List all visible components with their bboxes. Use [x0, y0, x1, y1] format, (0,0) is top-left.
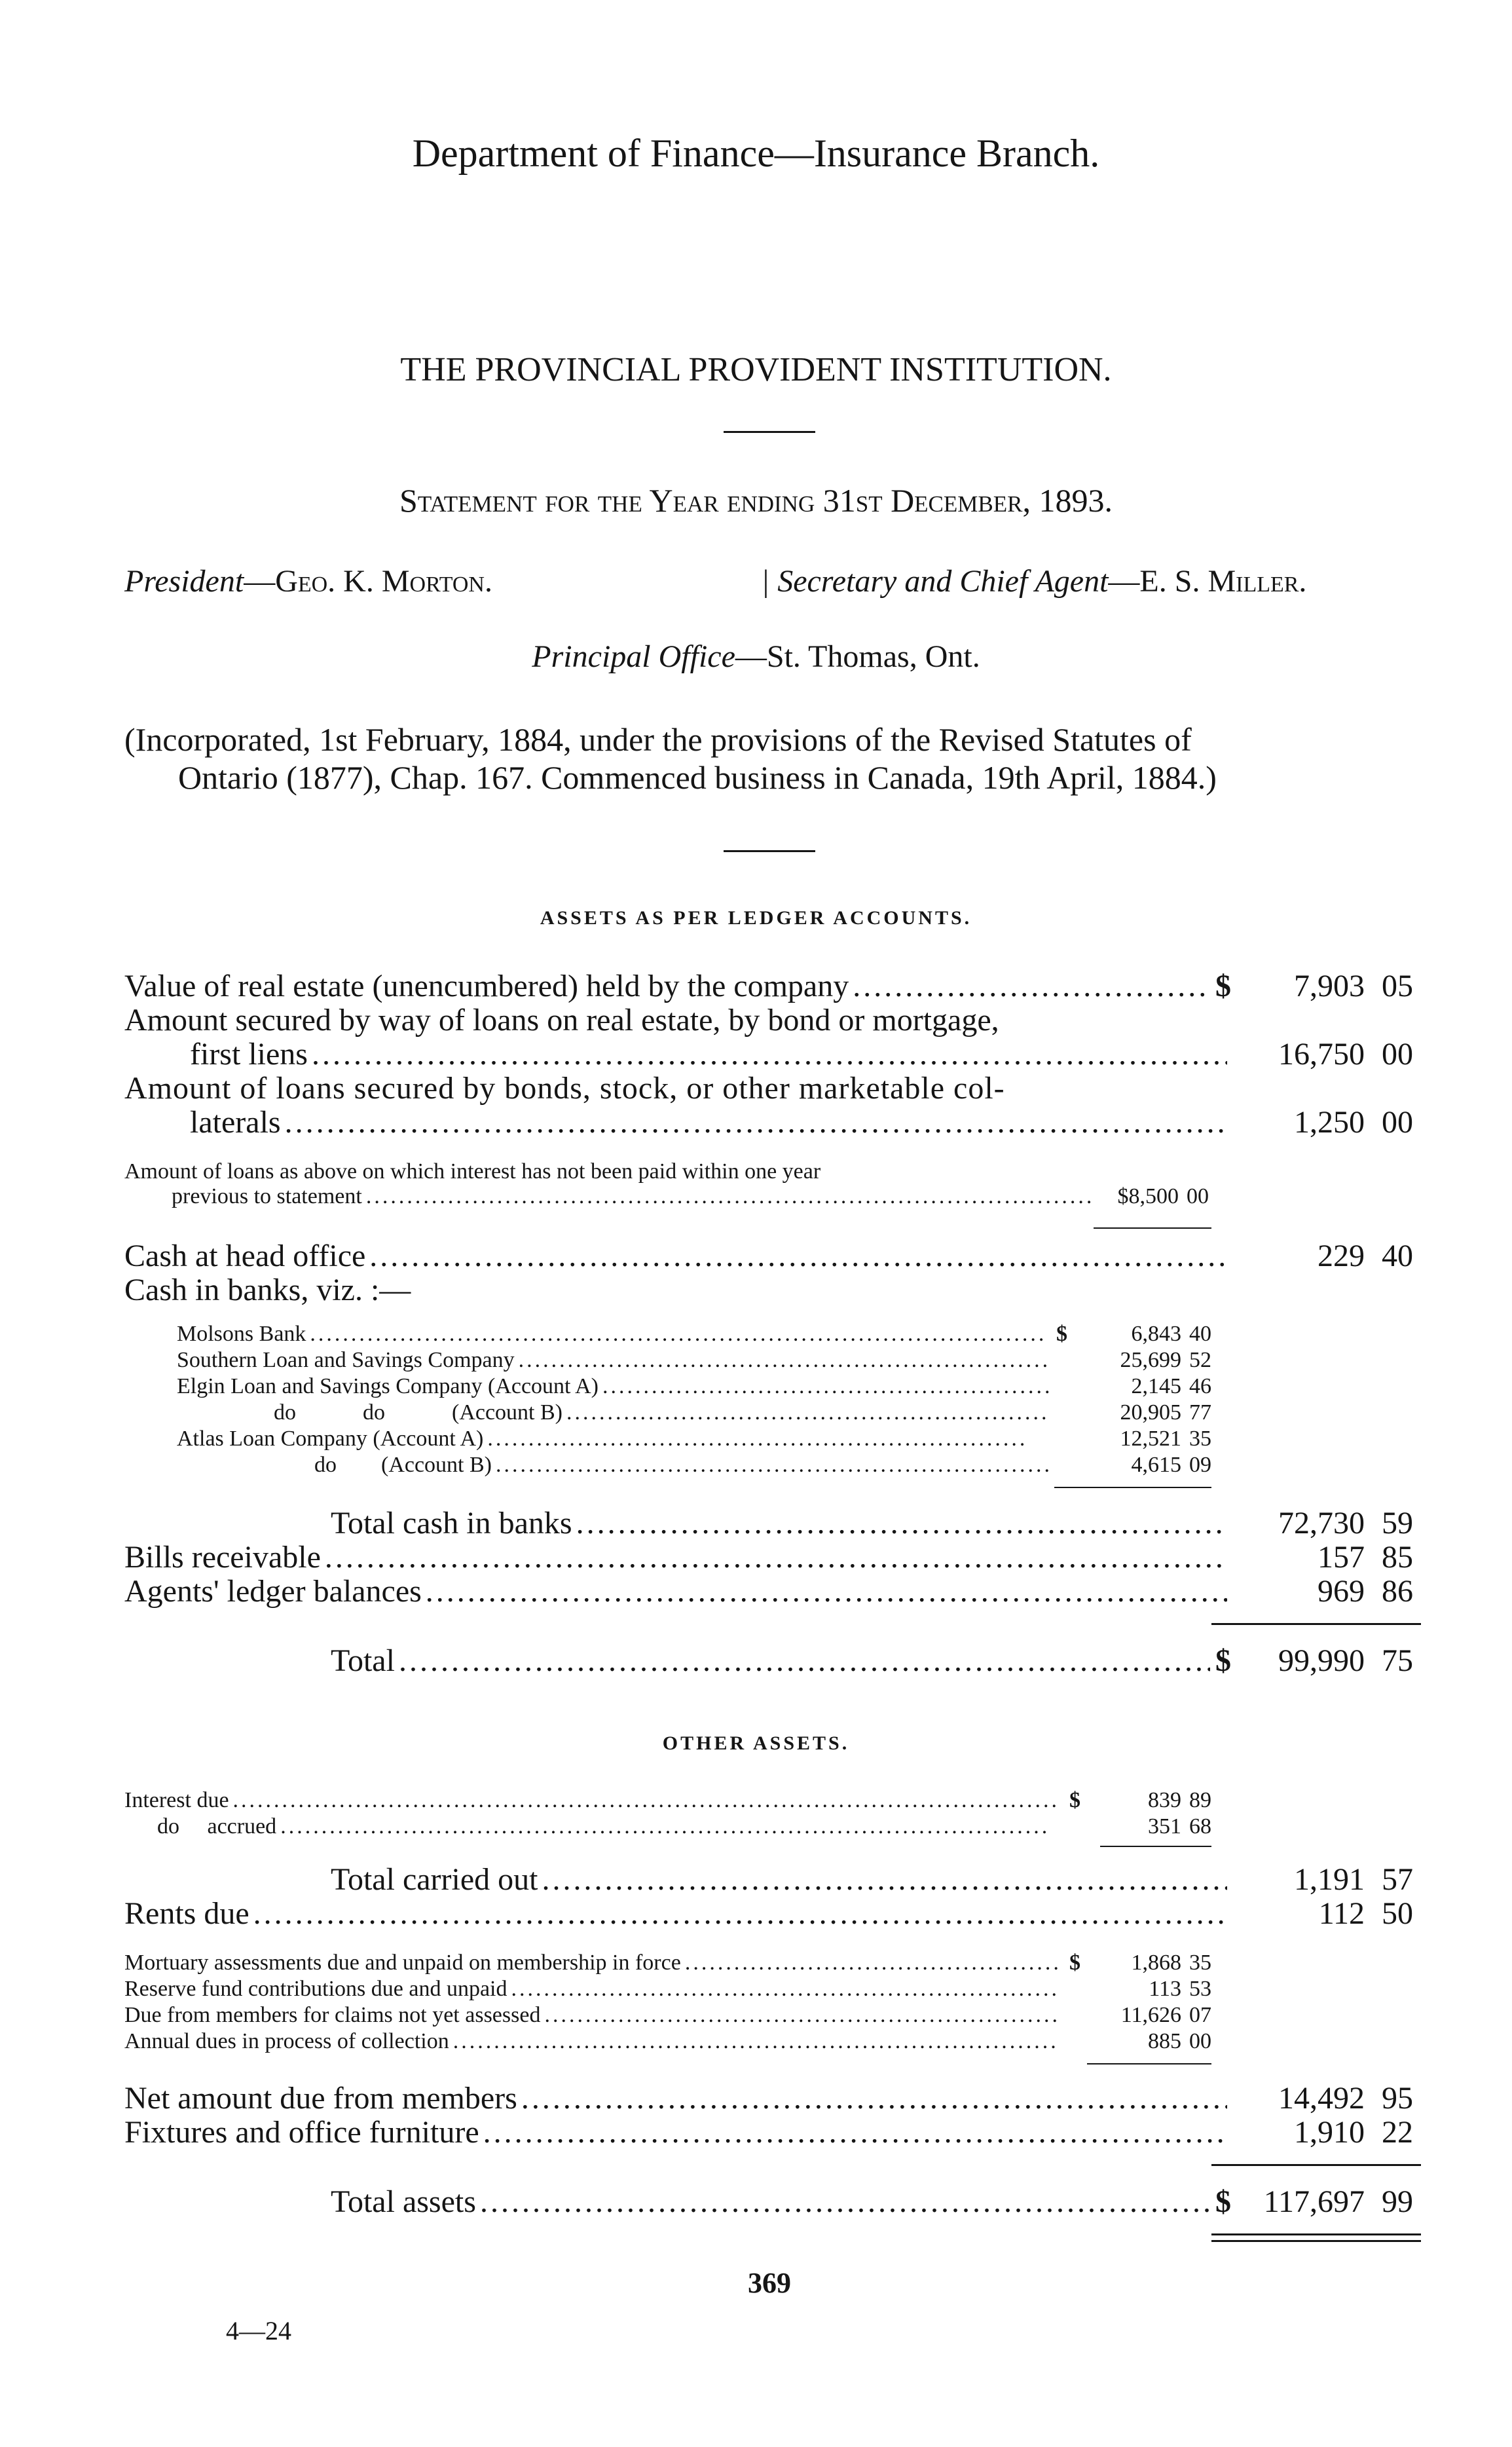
member-row: Annual dues in process of collection ..... — [124, 2029, 1061, 2054]
incorporated-line-2: Ontario (1877), Chap. 167. Commenced business in Canada, 19th April, 1884.) — [178, 759, 1217, 796]
department-title: Department of Finance—Insurance Branch. — [412, 132, 1100, 175]
loans-bonds-line-1: Amount of loans secured by bonds, stock, or other marketable col- — [124, 1071, 1005, 1106]
fixtures-row: Fixtures and office furniture ..... — [124, 2114, 1231, 2150]
incorporated-line-1: (Incorporated, 1st February, 1884, under the provisions of the Revised Statutes of — [124, 721, 1192, 758]
total-rule — [1211, 2164, 1421, 2166]
signature-mark: 4—24 — [226, 2316, 291, 2345]
office-label: Principal Office — [532, 639, 735, 674]
secretary-line — [761, 563, 1306, 599]
loans-real-estate-amount: 16,750 00 — [1278, 1037, 1413, 1072]
bank-amount: 12,521 35 — [1120, 1427, 1211, 1451]
subtotal-rule — [1094, 1227, 1211, 1229]
company-name: THE PROVINCIAL PROVIDENT INSTITUTION. — [400, 351, 1112, 388]
net-due-members-amount: 14,492 95 — [1278, 2081, 1413, 2116]
rents-due-amount: 112 50 — [1318, 1896, 1413, 1931]
secretary-label: | Secretary and Chief Agent — [761, 564, 1109, 599]
member-row: Due from members for claims not yet assessed ..... — [124, 2003, 1061, 2028]
loans-real-estate-row: first liens ..... — [190, 1036, 1231, 1072]
member-row: Reserve fund contributions due and unpaid ..... — [124, 1977, 1061, 2002]
loans-bonds-amount: 1,250 00 — [1294, 1105, 1413, 1140]
bank-row: Molsons Bank ..... $ — [177, 1322, 1067, 1347]
double-rule — [1211, 2240, 1421, 2242]
total-cash-banks-amount: 72,730 59 — [1278, 1506, 1413, 1541]
interest-accrued-amount: 351 68 — [1148, 1814, 1211, 1839]
total-cash-banks-row: Total cash in banks ..... — [331, 1505, 1231, 1541]
total-carried-out-amount: 1,191 57 — [1294, 1862, 1413, 1897]
other-assets-heading: OTHER ASSETS. — [662, 1732, 850, 1754]
bills-receivable-amount: 157 85 — [1318, 1540, 1413, 1575]
bank-row: Southern Loan and Savings Company ..... — [177, 1348, 1054, 1373]
interest-accrued-row: do accrued ..... — [157, 1814, 1054, 1839]
subtotal-rule — [1087, 2063, 1211, 2064]
cash-head-office-row: Cash at head office ..... — [124, 1238, 1231, 1274]
real-estate-label: Value of real estate (unencumbered) held by the company — [124, 969, 849, 1003]
cash-in-banks-label: Cash in banks, viz. :— — [124, 1273, 411, 1307]
bank-amount: 6,843 40 — [1131, 1322, 1211, 1346]
fixtures-amount: 1,910 22 — [1294, 2115, 1413, 2150]
agents-ledger-row: Agents' ledger balances ..... — [124, 1573, 1231, 1609]
bank-amount: 20,905 77 — [1120, 1400, 1211, 1425]
president-label: President — [124, 564, 244, 599]
assets-heading: ASSETS AS PER LEDGER ACCOUNTS. — [540, 907, 972, 929]
total-row: Total ..... $ — [331, 1643, 1231, 1679]
loans-bonds-row: laterals ..... — [190, 1104, 1231, 1140]
president-name: —Geo. K. Morton. — [244, 564, 492, 599]
divider — [724, 431, 815, 433]
member-amount: 113 53 — [1149, 1977, 1211, 2001]
total-carried-out-row: Total carried out ..... — [331, 1861, 1231, 1897]
net-due-members-row: Net amount due from members ..... — [124, 2080, 1231, 2116]
loans-real-estate-line-1: Amount secured by way of loans on real estate, by bond or mortgage, — [124, 1003, 999, 1037]
bank-amount: 25,699 52 — [1120, 1348, 1211, 1372]
office-value: —St. Thomas, Ont. — [735, 639, 980, 674]
interest-unpaid-amount: $8,500 00 — [1117, 1184, 1209, 1208]
interest-unpaid-row: previous to statement ..... — [172, 1184, 1095, 1209]
bank-amount: 2,145 46 — [1131, 1374, 1211, 1398]
member-amount: 11,626 07 — [1120, 2003, 1211, 2027]
page-number: 369 — [748, 2267, 791, 2299]
bank-row: Elgin Loan and Savings Company (Account A) ..... — [177, 1374, 1054, 1399]
total-amount: 99,990 75 — [1278, 1643, 1413, 1678]
total-assets-amount: 117,697 99 — [1263, 2184, 1413, 2219]
interest-due-row: Interest due ..... $ — [124, 1788, 1080, 1813]
secretary-name: —E. S. Miller. — [1108, 564, 1307, 599]
divider — [724, 850, 815, 852]
principal-office — [0, 639, 1512, 675]
member-row: Mortuary assessments due and unpaid on membership in force ..... $ — [124, 1951, 1080, 1975]
bank-amount: 4,615 09 — [1131, 1453, 1211, 1477]
interest-unpaid-line-1: Amount of loans as above on which interest has not been paid within one year — [124, 1159, 821, 1184]
bank-row: do do (Account B) ..... — [274, 1400, 1054, 1425]
subtotal-rule — [1054, 1487, 1211, 1488]
real-estate-row — [124, 968, 1231, 1004]
double-rule — [1211, 2233, 1421, 2235]
cash-head-office-amount: 229 40 — [1318, 1239, 1413, 1273]
bank-row: Atlas Loan Company (Account A) ..... — [177, 1427, 1028, 1451]
member-amount: 885 00 — [1148, 2029, 1211, 2053]
agents-ledger-amount: 969 86 — [1318, 1574, 1413, 1609]
total-assets-row: Total assets ..... $ — [331, 2184, 1231, 2220]
president-line — [124, 563, 492, 599]
interest-due-amount: 839 89 — [1148, 1788, 1211, 1812]
real-estate-amount: 7,903 05 — [1294, 969, 1413, 1003]
dollar-sign: $ — [1215, 969, 1231, 1003]
subtotal-rule — [1100, 1846, 1211, 1847]
member-amount: 1,868 35 — [1131, 1951, 1211, 1975]
rents-due-row: Rents due ..... — [124, 1896, 1231, 1932]
bank-row: do (Account B) ..... — [314, 1453, 1054, 1478]
statement-heading: Statement for the Year ending 31st December, 1893. — [399, 482, 1113, 519]
total-rule — [1211, 1623, 1421, 1625]
bills-receivable-row: Bills receivable ..... — [124, 1539, 1231, 1575]
